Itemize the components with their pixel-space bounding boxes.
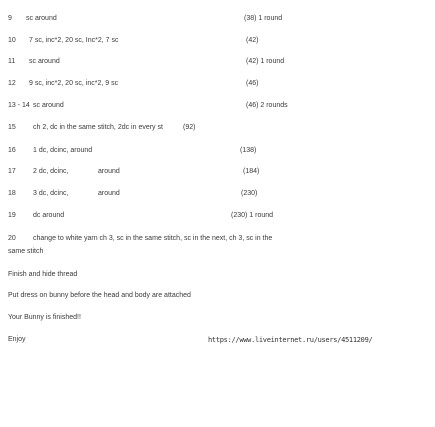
row-stitch-count: (38) 1 round (244, 15, 283, 22)
pattern-row (0, 35, 435, 47)
row-stitch-count: (46) 2 rounds (246, 102, 288, 109)
note-line (0, 290, 435, 302)
row-number: 20 (8, 235, 16, 242)
row-instruction: 2 dc, dcinc, (33, 168, 69, 175)
source-url: https://www.liveinternet.ru/users/4511209/ (208, 336, 373, 344)
pattern-row (0, 122, 435, 134)
note-line (0, 269, 435, 281)
row-number: 13 - 14 (8, 102, 30, 109)
row-instruction: 3 dc, dcinc, (33, 190, 69, 197)
row-instruction-continuation: same stitch (8, 248, 44, 255)
pattern-row (0, 233, 435, 245)
row-instruction: ch 2, dc in the same stitch, 2dc in every st (33, 124, 163, 131)
pattern-row (0, 145, 435, 157)
row-stitch-count: (230) (241, 190, 258, 197)
row-instruction: sc around (26, 15, 57, 22)
pattern-row (0, 100, 435, 112)
row-number: 15 (8, 124, 16, 131)
pattern-row (0, 166, 435, 178)
row-instruction: 7 sc, inc*2, 20 sc, Inc*2, 7 sc (29, 37, 119, 44)
row-number: 12 (8, 80, 16, 87)
row-instruction: sc around (33, 102, 64, 109)
row-number: 19 (8, 212, 16, 219)
note-text: Finish and hide thread (8, 271, 78, 278)
row-number: 18 (8, 190, 16, 197)
row-stitch-count: (138) (240, 147, 257, 154)
pattern-row (0, 78, 435, 90)
row-number: 9 (8, 15, 12, 22)
row-stitch-count: (42) 1 round (246, 58, 285, 65)
row-number: 11 (8, 58, 16, 65)
row-instruction-tail: around (98, 168, 120, 175)
row-stitch-count: (42) (246, 37, 259, 44)
row-instruction: 9 sc, inc*2, 20 sc, inc*2, 9 sc (29, 80, 119, 87)
pattern-row (0, 56, 435, 68)
row-number: 17 (8, 168, 16, 175)
row-stitch-count: (230) 1 round (231, 212, 274, 219)
footer-line (0, 334, 435, 346)
row-instruction-tail: around (98, 190, 120, 197)
note-text: Your Bunny is finished!! (8, 314, 81, 321)
row-instruction: dc around (33, 212, 65, 219)
row-number: 16 (8, 147, 16, 154)
pattern-row (0, 210, 435, 222)
pattern-row-continuation (0, 246, 435, 258)
row-stitch-count: (46) (246, 80, 259, 87)
pattern-row (0, 188, 435, 200)
row-instruction: sc around (29, 58, 60, 65)
row-stitch-count: (184) (243, 168, 260, 175)
row-stitch-count: (92) (183, 124, 196, 131)
note-text: Put dress on bunny before the head and body are attached (8, 292, 191, 299)
pattern-row (0, 13, 435, 25)
row-instruction: 1 dc, dcinc, around (33, 147, 93, 154)
note-line (0, 312, 435, 324)
enjoy-text: Enjoy (8, 336, 26, 343)
row-number: 10 (8, 37, 16, 44)
row-instruction: change to white yarn ch 3, sc in the same stitch, sc in the next, ch 3, sc in the (33, 235, 273, 242)
